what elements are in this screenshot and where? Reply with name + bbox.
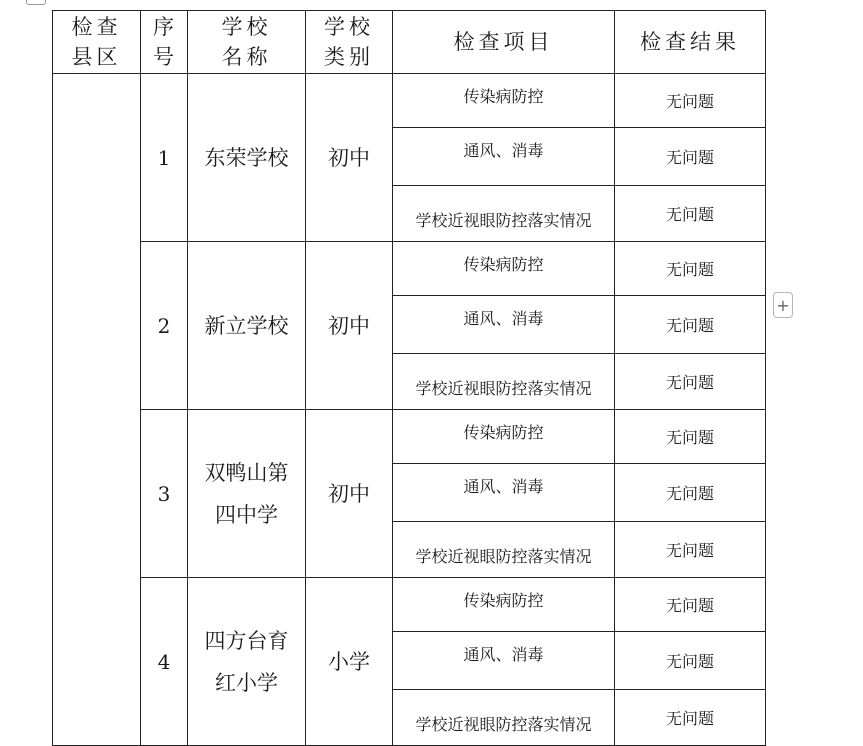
seq-cell: 3 [141,410,188,578]
county-cell [53,74,141,746]
item-cell: 传染病防控 [393,242,615,296]
seq-cell: 2 [141,242,188,410]
school-type-cell: 小学 [306,578,393,746]
inspection-table [52,10,766,746]
header-seq [141,11,188,74]
school-name-cell [188,410,306,578]
result-cell: 无问题 [615,464,766,522]
table-row [53,578,766,632]
item-cell: 传染病防控 [393,578,615,632]
seq-cell: 1 [141,74,188,242]
header-seq-line1: 序 [153,15,175,39]
result-cell: 无问题 [615,690,766,746]
school-name-cell [188,578,306,746]
header-name-line1: 学校 [221,15,272,39]
header-name-line2: 名称 [221,45,272,69]
item-cell: 学校近视眼防控落实情况 [393,354,615,410]
item-cell: 通风、消毒 [393,632,615,690]
result-cell: 无问题 [615,410,766,464]
header-type-line2: 类别 [324,45,374,69]
header-results: 检查结果 [615,11,766,74]
table-row [53,410,766,464]
item-cell: 传染病防控 [393,74,615,128]
school-name-line2: 红小学 [215,670,278,695]
result-cell: 无问题 [615,74,766,128]
school-name-line1: 双鸭山第 [204,460,289,485]
school-name-line1: 新立学校 [204,313,289,338]
item-cell: 通风、消毒 [393,296,615,354]
item-cell: 传染病防控 [393,410,615,464]
result-cell: 无问题 [615,632,766,690]
item-cell: 学校近视眼防控落实情况 [393,186,615,242]
item-cell: 学校近视眼防控落实情况 [393,690,615,746]
add-row-button[interactable]: + [773,292,793,318]
item-cell: 通风、消毒 [393,464,615,522]
item-cell: 通风、消毒 [393,128,615,186]
table-row [53,242,766,296]
seq-cell: 4 [141,578,188,746]
header-row [53,11,766,74]
school-name-line1: 东荣学校 [204,145,289,170]
result-cell: 无问题 [615,128,766,186]
header-county-line1: 检查 [71,15,122,39]
header-school-type [306,11,393,74]
header-school-name [188,11,306,74]
result-cell: 无问题 [615,522,766,578]
header-items: 检查项目 [393,11,615,74]
school-name-cell [188,74,306,242]
header-county [53,11,141,74]
school-name-line2: 四中学 [215,502,278,527]
school-type-cell: 初中 [306,74,393,242]
school-name-line1: 四方台育 [204,628,289,653]
result-cell: 无问题 [615,242,766,296]
school-type-cell: 初中 [306,242,393,410]
result-cell: 无问题 [615,578,766,632]
school-name-cell [188,242,306,410]
table-handle[interactable] [26,0,46,5]
header-seq-line2: 号 [153,45,175,69]
item-cell: 学校近视眼防控落实情况 [393,522,615,578]
result-cell: 无问题 [615,186,766,242]
header-type-line1: 学校 [324,15,374,39]
school-type-cell: 初中 [306,410,393,578]
table-row [53,74,766,128]
header-county-line2: 县区 [71,45,122,69]
result-cell: 无问题 [615,296,766,354]
result-cell: 无问题 [615,354,766,410]
